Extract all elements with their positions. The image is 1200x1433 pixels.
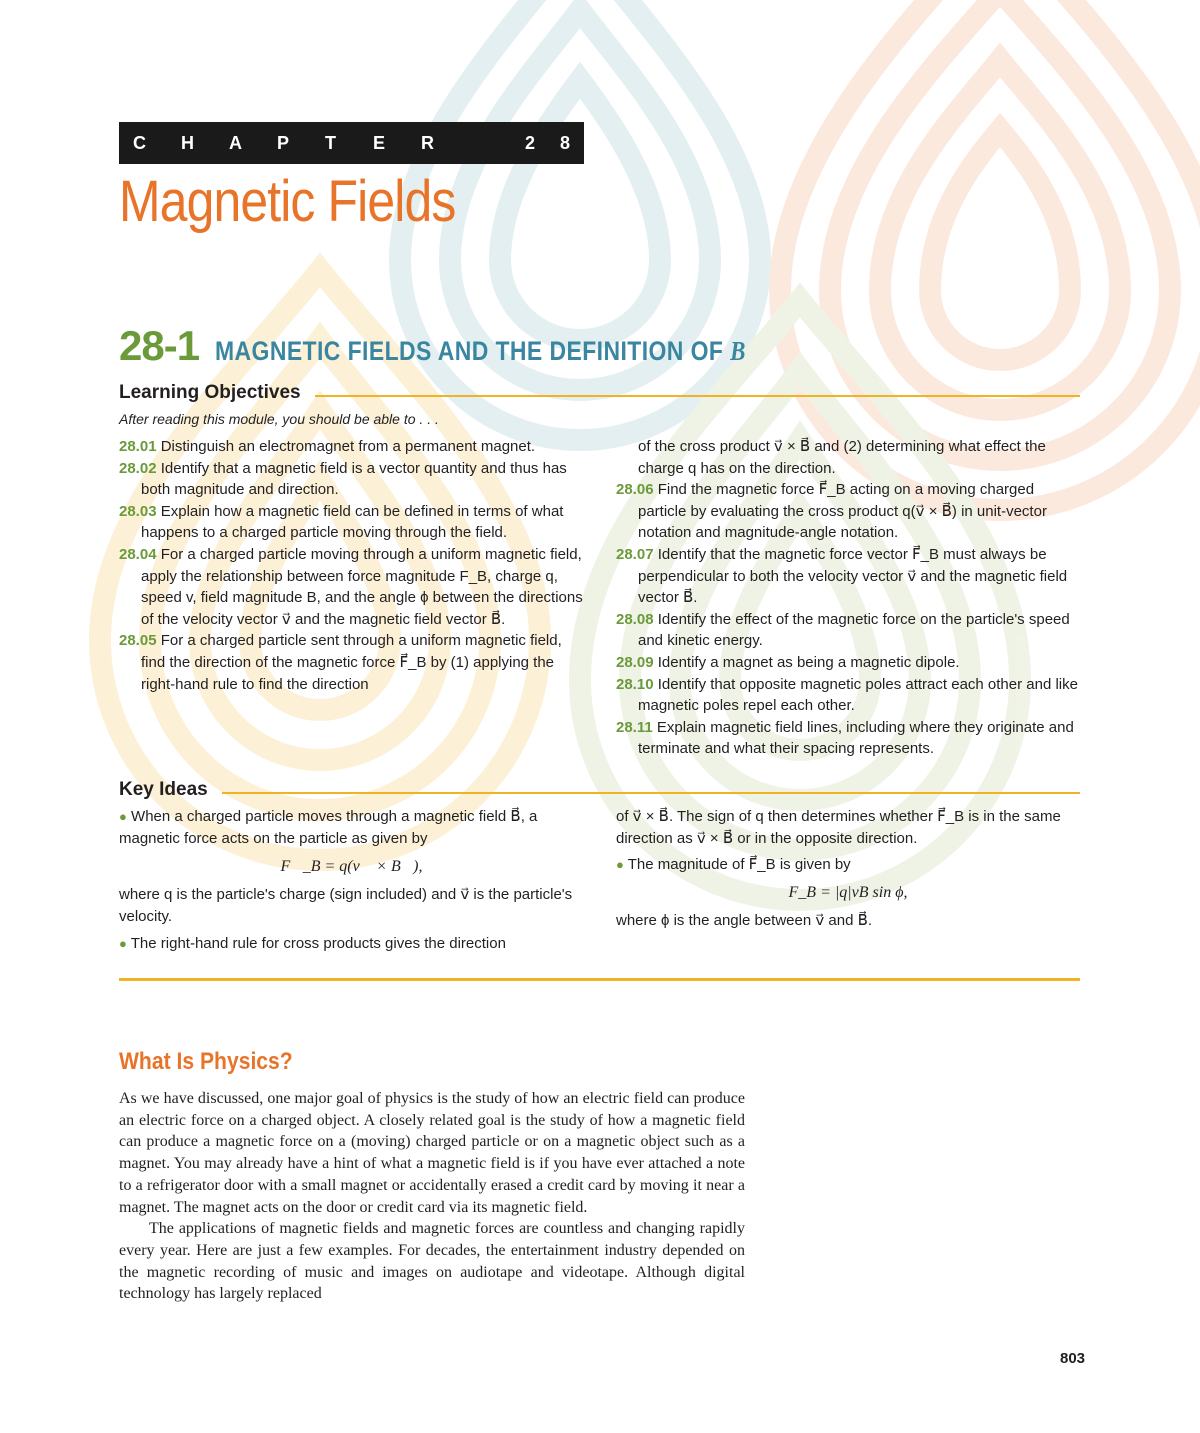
objective-item: [119, 458, 584, 501]
objective-item: [119, 630, 584, 695]
objective-item: [616, 652, 1080, 674]
objective-item: [616, 544, 1080, 609]
section-title: [215, 336, 764, 367]
body-text: [119, 1088, 745, 1305]
chapter-title: Magnetic Fields: [119, 169, 456, 234]
objective-item: [616, 479, 1080, 544]
objective-number: 28.07: [616, 545, 654, 563]
chapter-letter: R: [421, 132, 434, 153]
body-paragraph: The applications of magnetic fields and magnetic forces are countless and changing rapidly every year. Here are just a few examples. For decades, the entertainment industry depended on the magnetic recording of music and images on audiotape and videotape. Although digital technology has largely replaced: [119, 1220, 745, 1303]
key-idea-text: where q is the particle's charge (sign included) and v⃗ is the particle's velocity.: [119, 886, 573, 925]
objective-number: 28.05: [119, 632, 157, 650]
objective-number: 28.01: [119, 438, 157, 455]
section-title-text: MAGNETIC FIELDS AND THE DEFINITION OF: [215, 336, 724, 366]
objective-number: 28.03: [119, 502, 157, 520]
objective-number: 28.10: [616, 675, 654, 693]
learning-objectives-intro: After reading this module, you should be able to . . .: [119, 411, 439, 427]
objective-text: Explain magnetic field lines, including where they originate and terminate and what their spacing represents.: [638, 718, 1074, 758]
chapter-banner: [119, 122, 584, 164]
bullet-icon: ●: [119, 809, 127, 824]
objective-item: [119, 501, 584, 544]
chapter-letter: E: [373, 132, 386, 153]
objective-text: Explain how a magnetic field can be defined in terms of what happens to a charged particle moving through the field.: [141, 502, 564, 542]
objective-text: Identify that a magnetic field is a vector quantity and thus has both magnitude and direction.: [141, 459, 567, 499]
chapter-digit: 8: [559, 132, 570, 153]
objective-text: Identify that the magnetic force vector F⃗_B must always be perpendicular to both the velocity vector v⃗ and the magnetic field vector B⃗.: [638, 545, 1068, 607]
objectives-right-column: [616, 436, 1080, 760]
chapter-word: [133, 133, 469, 154]
objective-text: Distinguish an electromagnet from a permanent magnet.: [160, 438, 536, 455]
key-ideas-right-column: [616, 806, 1080, 932]
chapter-letter: C: [133, 132, 146, 153]
equation-magnitude: F_B = |q|vB sin ϕ,: [788, 884, 908, 901]
objective-number: 28.08: [616, 610, 654, 628]
objective-item: [616, 674, 1080, 717]
section-divider: [119, 978, 1080, 981]
learning-objectives-heading: [119, 382, 1080, 404]
objective-number: 28.09: [616, 653, 654, 671]
key-idea-continuation: of v⃗ × B⃗. The sign of q then determines whether F⃗_B is in the same direction as v⃗ × B⃗ or in the opposite direction.: [616, 808, 1061, 847]
chapter-letter: P: [277, 132, 290, 153]
key-ideas-title: Key Ideas: [119, 779, 208, 800]
key-idea-item: [616, 854, 1080, 876]
bullet-icon: ●: [119, 936, 127, 951]
heading-rule: [222, 792, 1080, 794]
objective-number: 28.02: [119, 459, 157, 477]
equation-force: F⃗_B = q(v⃗ × B⃗),: [280, 858, 423, 875]
key-idea-item: [119, 933, 584, 955]
objective-text: For a charged particle sent through a uniform magnetic field, find the direction of the magnetic force F⃗_B by (1) applying the right-hand rule to find the direction: [141, 632, 562, 693]
bullet-icon: ●: [616, 857, 624, 872]
objective-text: Identify the effect of the magnetic force on the particle's speed and kinetic energy.: [638, 610, 1070, 650]
objective-text: Find the magnetic force F⃗_B acting on a moving charged particle by evaluating the cross product q(v⃗ × B⃗) in unit-vector notation and magnitude-angle notation.: [638, 481, 1047, 542]
objective-item: [119, 544, 584, 630]
chapter-number: [525, 133, 570, 154]
learning-objectives-title: Learning Objectives: [119, 382, 301, 403]
objective-text: For a charged particle moving through a uniform magnetic field, apply the relationship between force magnitude F_B, charge q, speed v, field magnitude B, and the angle ϕ between the directions of the velocity vector v⃗ and the magnetic field vector B⃗.: [141, 545, 583, 628]
key-ideas-left-column: [119, 806, 584, 955]
heading-rule: [315, 395, 1080, 397]
what-is-physics-heading: What Is Physics?: [119, 1048, 293, 1075]
objective-continuation: of the cross product v⃗ × B⃗ and (2) determining what effect the charge q has on the direction.: [638, 438, 1046, 477]
key-idea-item: [119, 806, 584, 850]
objective-item: [616, 609, 1080, 652]
section-number: 28-1: [119, 322, 200, 369]
objective-number: 28.06: [616, 481, 654, 499]
chapter-letter: A: [229, 132, 242, 153]
objective-number: 28.11: [616, 718, 653, 736]
section-heading: [119, 322, 861, 370]
key-idea-text: where ϕ is the angle between v⃗ and B⃗.: [616, 912, 873, 929]
section-title-vector: B⃗: [730, 336, 764, 366]
chapter-letter: H: [181, 132, 194, 153]
objective-item: [616, 717, 1080, 760]
objective-number: 28.04: [119, 545, 157, 563]
body-paragraph: As we have discussed, one major goal of physics is the study of how an electric field can produce an electric force on a charged object. A closely related goal is the study of how a magnetic field can produce a magnetic force on a (moving) charged particle or on a magnetic object such as a magnet. You may already have a hint of what a magnetic field is if you have ever attached a note to a refrigerator door with a small magnet or accidentally erased a credit card by moving it near a magnet. The magnet acts on the door or credit card via its magnetic field.: [119, 1090, 745, 1216]
key-idea-text: The right-hand rule for cross products gives the direction: [130, 935, 506, 952]
objective-text: Identify a magnet as being a magnetic dipole.: [657, 653, 960, 671]
key-idea-text: When a charged particle moves through a magnetic field B⃗, a magnetic force acts on the particle as given by: [119, 808, 538, 847]
page-number: 803: [1060, 1350, 1086, 1367]
objectives-left-column: [119, 436, 584, 695]
objective-item: [119, 436, 584, 458]
key-ideas-heading: [119, 779, 1080, 801]
objective-text: Identify that opposite magnetic poles attract each other and like magnetic poles repel each other.: [638, 675, 1078, 715]
chapter-digit: 2: [524, 132, 535, 153]
chapter-letter: T: [325, 132, 336, 153]
key-idea-text: The magnitude of F⃗_B is given by: [627, 856, 851, 873]
